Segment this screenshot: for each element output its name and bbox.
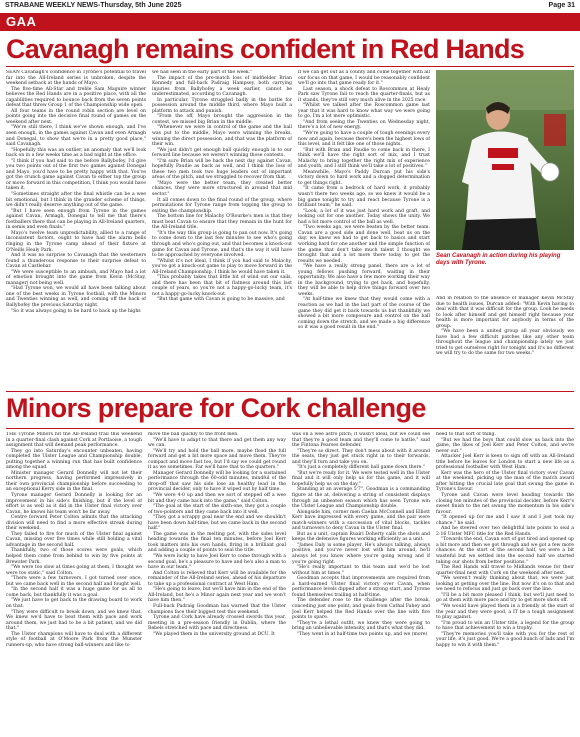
story1-column-2 (152, 70, 292, 390)
article-paragraph: "I'm proud to win an Ulster title, a legend for the group to have that achievement to win a trophy. (436, 620, 574, 632)
article-paragraph: All four teams in the round robin section are level on points going into the decisive final round of games on the weekend after next. (6, 108, 146, 125)
player-photo-illustration (436, 70, 574, 250)
article-paragraph: "We were 4-0 up and then we sort of stepped off a wee bit and they came back into the game," said Colton. (148, 493, 286, 504)
article-paragraph: "But we're ready for it. We were tested well in the Ulster final and it will only help us for this game, and it will hopefully help us on the day." (292, 470, 430, 487)
article-paragraph: "He's really important to this team and we'd be lost without him at times." (292, 565, 430, 576)
article-paragraph: Full-back Padraig Goodman has warned that the Ulster champions face their biggest test this weekend. (148, 603, 286, 615)
article-paragraph: need to that sort of thing. (436, 432, 496, 437)
article-paragraph: "Had Tyrone won, we would all have been talking about one of the best weeks in Tyrone football, with the Minors and Twenties winning as well, and coming off the back of Ballybofey the previous Saturday night. (6, 286, 146, 308)
article-paragraph: Kerr was the hero of the Ulster final victory over Cavan at the weekend, picking up the man of the match award after hitting the crucial late goal that swung the game in Tyrone's favour. (436, 470, 574, 493)
article-paragraph: "But I have seen enough from Tyrone in the games against Cavan, Armagh, Donegal to tell me that there's footballers there that can be playing in All-Ireland quarters, in semis and even finals." (6, 208, 146, 231)
article-paragraph: move the ball quickly to the front men. (148, 432, 239, 437)
article-paragraph: "Whilst it's not ideal, I think if you had said to Malachy, you've got a knock-out game to play to move forward in the All-Ireland Championship, I think he would have taken it. (152, 258, 292, 275)
article-paragraph: "They went in at half-time two points up, and we (more) (297, 631, 428, 637)
headline-rule (6, 66, 574, 67)
story2-column-2 (148, 432, 286, 732)
article-paragraph: "We're still there, I think we've shown enough, and I've seen enough, in the games against Cavan and even Armagh and Donegal, to show that we're in a pretty good place," said Cavanagh. (6, 125, 146, 148)
article-paragraph: "We were susceptible to an ambush, and Mayo had a lot of emotion brought into the game from Kevin (McStay, manager) not being well. (6, 269, 146, 286)
story1-column-4 (436, 296, 574, 390)
article-paragraph: "We're going to have a couple of tough evenings every now and again, because there's been the highest lows of this level, and it felt like one of those nights. (298, 131, 430, 148)
article-paragraph: "They were difficult to break down, and we knew that. We knew we'd have to beat them with pace and work around them, we just had to be a bit patient, and we did that." (6, 609, 142, 632)
article-paragraph: The defender rose to the challenge after the break, conceding just one point, and goals from Cathal Fahey and Joel Kerr helped the Red Hands over the line with five points to spare. (292, 598, 430, 621)
player-photo (436, 70, 574, 250)
article-paragraph: But as a unit, captain Ruairi Doherty calls the shots and keeps the defensive figures working efficiently as a unit. (292, 531, 430, 543)
headline-rule-2 (6, 428, 574, 429)
article-paragraph: The Red Hands will travel to Midlands venue for their quarter-final next with Cork on the weekend after next. (436, 565, 574, 576)
article-paragraph: They failed to fire for much of the Ulster final against Cavan, missing over five times while still holding a vital advantage in the second half. (6, 531, 142, 548)
article-paragraph: Manager Gerard Donnelly will be looking for a sustained performance through the 60-odd minutes, mindful of the drop-off that saw his side lose an healthy lead in the provincial decider, only to have it wiped out by half time. (148, 470, 286, 493)
story-divider-rule (6, 391, 574, 392)
article-paragraph: "It's just a completely different ball game down there." (297, 465, 425, 471)
article-paragraph: "But that game with Cavan is going to be massive, and (157, 297, 285, 303)
article-paragraph: The bottom line for Malachy O'Rourke's men is that they must beat Cavan to ensure that they remain in the hunt for the All-Ireland title. (152, 214, 292, 231)
article-paragraph: Thankfully, two of those scores were goals, which helped them come from behind to win by five points at Brewster Park. (6, 548, 142, 565)
article-paragraph: In particular, Tyrone struggled badly in the battle for possession around the middle third, where Mayo built a platform to attack and punish. (152, 97, 292, 114)
article-paragraph: "We were lucky to have Joel Kerr to come through with a second goal, he's a pleasure to have and he's also a man to have in our team." (148, 554, 286, 571)
article-paragraph: "I'll be a bit more pleased I think, but we'll just need to go at them with more pace and try to get more shots off. (436, 592, 574, 604)
story2-column-4 (436, 432, 574, 732)
article-paragraph: "Look, a lot of it was just hard work and graft, and looking out for one another. Today shows the unity. We had a bit more control of the ball as well. (298, 208, 430, 225)
story2-column-1 (6, 432, 142, 732)
publication-date: STRABANE WEEKLY NEWS-Thursday, 5th June 2025 (5, 2, 182, 9)
article-paragraph: "We played them in the university ground at DCU. It (153, 631, 275, 637)
photo-caption: Sean Cavanagh in action during his playing days with Tyrone. (436, 253, 561, 266)
article-paragraph: And it was no surprise to Cavanagh that the westerners found a thunderous response to their surprise defeat to Cavan at Castlebar. (6, 253, 146, 270)
article-paragraph: "Sometimes straight after the final whistle can be a wee bit emotional, but I think in the grander scheme of things, we didn't really deserve anything out of the game. (6, 192, 146, 209)
article-paragraph: The five-time All-Star and treble Sam Maguire winner believes the Red Hands are in a positive place, with all the capabilities required to bounce back from the seven points defeat that threw Group 1 of the Championship wide open. (6, 86, 146, 109)
article-paragraph: Attacker Joel Kerr is keen to sign off with an All-Ireland title before he leaves for London to start a new life as a professional footballer with West Ham. (436, 454, 574, 471)
story1-column-1 (6, 70, 146, 390)
article-paragraph: "There were a few turnovers, I got turned over once, but we came back well in the second half and fought well. (6, 576, 142, 587)
page-number: Page 31 (548, 2, 575, 9)
article-paragraph: "Towards the end, Cavan sort of got tired and opened up a bit more and then we got through and we got a few more chances. At the start of the second half, we were a bit wasteful but we settled into the second half we started taking our shots from better positions." (436, 537, 574, 565)
article-paragraph: "We just have to get back to the drawing board to work on that. (6, 598, 142, 609)
article-paragraph: "It came from a bedrock of hard work, it probably wasn't there two weeks ago, so we knew it would be a big game tonight to try and react because Tyrone is a brilliant team," he said. (298, 186, 430, 209)
article-paragraph: They go into Saturday's encounter unbeaten, having completed the Ulster League and Championship double, putting together a winning run that has built confidence among the squad. (6, 448, 142, 471)
article-paragraph: Goodman accepts that improvements are required from a hard-earned Ulster final victory over Cavan, when performance levels dipped after a strong start, and Tyrone found themselves trailing at half-time. (292, 576, 430, 598)
article-paragraph: "We weren't really thinking about that, we were just looking at getting over the line. But now it's on to that and we need to refocus and just go back over the line. (436, 576, 574, 593)
story-headline-cavanagh: Cavanagh remains confident in Red Hands (6, 34, 524, 64)
article-paragraph: Centre forward Peter Colton admits that the attacking division will need to find a more effective streak during their weekend. (6, 515, 142, 532)
article-paragraph: "I'm sure Brian will be back the next day against Cavan, hopefully Paudie as back as well, and I think the loss of these two men took two huge leaders out of important areas of the pitch, and we struggled to recover from that. (152, 158, 292, 181)
article-paragraph: Standing at an average 5'7", Goodman is a commanding figure at the at, delivering a string of consistent displays through an unbeaten season which has seen Tyrone win the Ulster League and Championship double. (292, 487, 430, 510)
section-header (0, 13, 580, 31)
article-paragraph: "We would have played them in a friendly at the start of the year and they were good, a IT be a tough assignment to play against. (436, 603, 574, 621)
section-label: GAA (6, 14, 37, 29)
article-paragraph: "Hopefully this was an outlier, an anomaly that we'll look back on in a few weeks time as a bad night at the office. (6, 147, 146, 159)
article-paragraph: "We'll have to adapt to that there and get them any way we can. (148, 437, 286, 449)
article-paragraph: "And from seeing the Twenties on Wednesday night, there's a lot of new energy. (298, 119, 430, 131)
article-paragraph: It all comes down to the final round of the group, where permutations for Tyrone range from topping the group to exiting the championship. (152, 197, 292, 214)
article-paragraph: "It's the way this group is going to pan out now. It's going to come down to the last few minutes to see who's going through and who's going out, and that becomes a knock-out game for Cavan and Tyrone, and that's the way it will have to be approached by everyone involved. (152, 230, 292, 259)
article-paragraph: And in relation to the absence of manager Kevin McStay due to health issues, Durcan added: "With Kevin having to deal with that it was difficult for the group. Look he needs to look after himself and get himself right because your health is more important for anybody in terms of the group. (436, 296, 574, 329)
article-paragraph: SEAN Cavanagh's confidence in Tyrone's potential to travel far into the All-Ireland series is unbroken, despite the weekend setback at the hands of Mayo. (6, 70, 146, 87)
article-paragraph: Tyrone and Cavan were level heading towards the closing ten minutes of the provincial decider, before Kerr's sweet finish to the net swung the momentum in his side's favour. (436, 493, 574, 515)
article-paragraph: The game was in the melting pot, with the sides level heading towards the final ten minutes, before Joel Kerr took matters into his own hands, firing in a brilliant goal and adding a couple of points to seal the title. (148, 531, 286, 554)
article-paragraph: "We were too slow at times going at them, I thought we were too static," said Colton. (6, 565, 142, 576)
article-paragraph: "I think if you had said to me before Ballybofey, I'd give you two points out of the first two games against Donegal and Mayo, you'd have to be pretty happy with that. You've got the crunch game against Cavan to either top the group or move forward in this competition, I think you would have taken it. (6, 158, 146, 192)
article-paragraph: "It opened up for me and I saw it and I just took my chance," he said. (436, 515, 574, 526)
story-headline-minors: Minors prepare for Cork challenge (6, 393, 426, 423)
article-paragraph: Tyrone manager Gerard Donnelly is looking for an improvement in his side's finishing, but if the level of effort is as well as it did in the Ulster final victory over Cavan, he knows his team won't be far away. (6, 493, 142, 515)
article-paragraph: "They're a lethal outfit, we knew they were going to bring an unbelievable intensity, and that's what they did. (292, 620, 430, 632)
article-paragraph: "They're so direct. They don't mess about with it around the seats, they just get stuck right in to their forwards, and they'll turn and take you on. (292, 448, 430, 465)
article-paragraph: "He's going to leave, but we'll have him in the end of the All-Ireland, but he's a Minor again next year and we won't have him then." (148, 587, 286, 604)
article-paragraph: was on a wee astro pitch; it wasn't ideal, but we could see that they're a good team and they'll come to battle," said the Fintona Pearses defender. (292, 432, 430, 449)
article-paragraph: "We have been a united group all year obviously we have had a few difficult patches like any other team throughout the league and championship lately we just tried to get ourselves right for tonight and it's no different we will try to do the same for two weeks." (436, 329, 574, 357)
article-paragraph: "In the second half it was a huge game for us all to come back, but thankfully it was a goal. (6, 587, 142, 598)
article-paragraph: "James Daly is some player. He's always talking, always positive, and you've never lost with him around, he'll always let you know where you're going wrong and if you're going right. (292, 542, 430, 565)
article-paragraph: "This probably takes that little bit of wind out our sails, and there has been that bit of flatness around this last couple of years, so you're not a happy-go-lucky team, it's not a happy-go-lucky knock-out. (152, 275, 292, 297)
article-paragraph: "We'll try and hold the ball more, maybe flood the full forward and get a bit more space and move them. They're compact and move fast too, but I'd say we could get round it as we sometimes. Far we'll have that to the quarters." (148, 448, 286, 471)
article-paragraph: "They're memories you'll take with you for the rest of your life, it's just good. We're a good bunch of lads and I'm happy to win it with them." (436, 631, 574, 648)
article-paragraph: Last season, a shock defeat to Roscommon at Healy Park saw Tyrone fail to reach the quarter-finals, but as it stands, they're still very much alive in the 2025 race. (298, 86, 430, 103)
page-folio (5, 2, 575, 12)
article-paragraph: THE Tyrone Minors hit the All-Ireland trail this weekend in a quarter-final clash against Cork at Portlaoise, a tough assignment that will demand peak performance. (6, 432, 142, 449)
article-paragraph: Tyrone and Cork have already crossed swords this year, meeting in a pre-season friendly in Dublin, where the Rebels stretched with pace and directness. (148, 615, 286, 632)
story1-column-3 (298, 70, 430, 390)
article-paragraph: "Whenever we were in control of the game and the ball was put to the middle, Mayo were winning the breaks, winning the direct possession, and that was the platform of their win. (152, 125, 292, 148)
article-paragraph: if we can get out as a county and come together with all our focus on that game, I would be reasonably confident we'll go into that game ready for it." (298, 70, 430, 87)
article-paragraph: "We just didn't get enough ball quickly enough in to our forward line because we weren't winning those contests. (152, 147, 292, 159)
article-paragraph: "Mayo were the better team, they created better chances, they were more structured in around that mid sector." (152, 180, 292, 198)
article-paragraph: we had seen in the early part of the week." (152, 70, 253, 75)
article-paragraph: Minister manager Gerard Donnelly will not let their northern progress, having performed impressively in their own provincial championship before succeeding to an exceptional Kerry side in the final. (6, 470, 142, 493)
story2-column-3 (292, 432, 430, 732)
article-paragraph: "Whilst we talked after the Roscommon game last year that it was hard to know what way we were going to go, I'm a lot more optimistic. (298, 103, 430, 120)
article-paragraph: "They got a scrappy goal near the end and we shouldn't have been down half-time, but we came back in the second half." (148, 515, 286, 532)
article-paragraph: "But with Brian and Paudie to come back in there, I think we'll have the right sort of mix, and I trust Malachy to bring together the right mix of experience and youth, and I still think we'll take a lot of positives." (298, 147, 430, 170)
article-paragraph: "Two weeks ago, we were beaten by the better team. Cavan are a good side and done well, beat us on the day, we knew we had to get back to basics and start working hard for one another and the simple function of the game that don't take much talent I thought we brought that and a lot more there today to get the results we needed. (298, 225, 430, 264)
article-paragraph: "At half-time we knew that they would come with a reaction as we had in the last part of the course of the game they did get it back towards us but thankfully we showed a bit more composure and control on the ball coming down the stretch, and we made a big difference so it was a good result in the end." (298, 297, 430, 331)
article-paragraph: Mayo's twelve team unpredictability, allied to a range of inconsistent factors, ought to have had the alarm bells ringing in the Tyrone camp ahead of their fixture at O'Neills Healy Park. (6, 230, 146, 253)
article-paragraph: "The goal at the start of the sixth-one, they got a couple of two-pointers and they came back into it well. (148, 504, 286, 515)
article-paragraph: "So it was always going to be hard to back up the highs (11, 308, 141, 314)
article-paragraph: And he steered over two delightful late points to seal a 2-16 Ulster MFC title for the Red Hands. (436, 526, 574, 537)
article-paragraph: Alongside him, corner men Caelan McConnell and Elliott Kerr have impressed with every game, and the pair were match-winners with a succession of vital blocks, tackles and turnovers to deny Cavan in the Ulster final. (292, 509, 430, 532)
article-paragraph: The Ulster champions will have to deal with a different style of football at O'Moore Park from the Munster runners-up, who have strong ball-winners and like to (6, 631, 142, 648)
article-paragraph: "We have a really strong panel, there are a lot of young fellows pushing forward, waiting in their opportunity. We also have a few more working their way in the background, trying to get back, and hopefully, they will be able to help drive things forward over two weeks. (298, 264, 430, 297)
article-paragraph: The impact of the pre-match loss of midfielder Brian Kennedy and full-back Padraig Hampsey, both carrying injuries from Ballybofey a week earlier, cannot be underestimated, according to Cavanagh. (152, 75, 292, 98)
article-paragraph: "From the off, Mayo brought the aggression in the contest, we missed big Brian in the middle. (152, 114, 292, 125)
article-paragraph: And Colton is relieved that Kerr will be available for the remainder of the All-Ireland series, ahead of his departure to take up a professional contract at West Ham. (148, 570, 286, 587)
article-paragraph: Meanwhile, Mayo's Paddy Durcan put his side's victory down to hard work and a dogged determination to get things right. (298, 169, 430, 186)
article-paragraph: "But we had the boys that could slow us back into the game, the likes of Joel Kerr and Peter Colton, and we're never out." (436, 437, 574, 454)
